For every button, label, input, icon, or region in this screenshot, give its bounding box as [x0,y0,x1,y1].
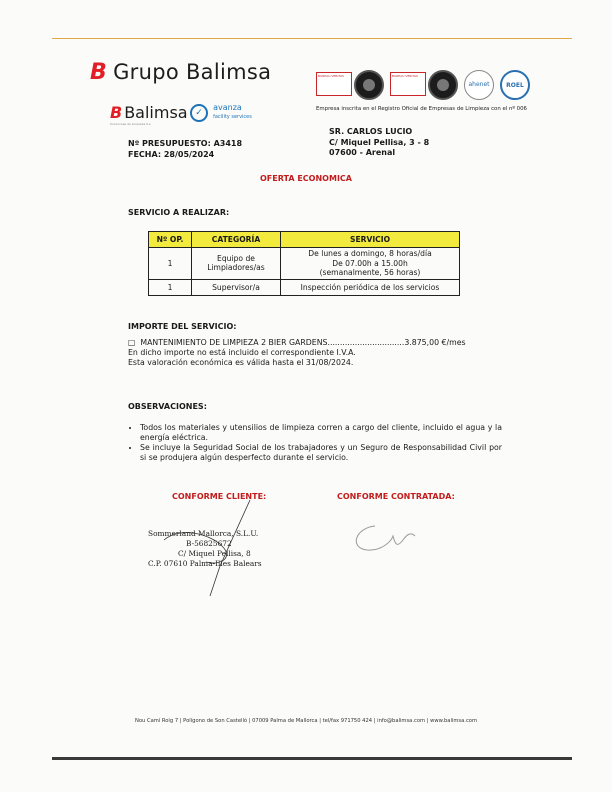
table-row [149,248,460,280]
client-signature-scribble [150,496,270,606]
cell-service: Inspección periódica de los servicios [281,279,460,296]
recipient-block [329,127,429,159]
cell-service: De lunes a domingo, 8 horas/día De 07.00h a 15.00h (semanalmente, 56 horas) [281,248,460,280]
bureau-veritas-cert-2: BUREAU VERITAS [390,72,426,96]
service-table [148,231,460,296]
certification-seal-icon [354,70,384,100]
stamp-line: C.P. 07610 Palma-Illes Balears [148,559,262,568]
stamp-line: B-56825672 [186,539,232,548]
sub-brand-tagline: Soluciones de Limpieza S.L. [110,122,152,126]
amount-heading: IMPORTE DEL SERVICIO: [128,322,237,331]
recipient-postal: 07600 - Arenal [329,148,396,157]
cell-category: Supervisor/a [192,279,281,296]
col-header-op: Nº OP. [149,232,192,248]
contractor-signature-label: CONFORME CONTRATADA: [337,492,455,501]
cell-op: 1 [149,248,192,280]
service-heading: SERVICIO A REALIZAR: [128,208,230,217]
stamp-line: Sommerland Mallorca, S.L.U. [148,529,259,538]
ahenet-logo: ahenet [464,70,494,100]
recipient-name: SR. CARLOS LUCIO [329,127,413,136]
top-rule [52,38,572,39]
col-header-category: CATEGORÍA [192,232,281,248]
brand-name: Grupo Balimsa [113,60,272,84]
quote-meta [128,139,242,160]
registry-note: Empresa inscrita en el Registro Oficial de Empresas de Limpieza con el nº 006 [316,106,527,112]
footer-contact: Nou Camí Roig 7 | Polígono de Son Castelló | 07009 Palma de Mallorca | tel/fax 971750 424 | info@balimsa.com | www.balimsa.com [134,718,478,724]
list-item: • Se incluye la Seguridad Social de los trabajadores y un Seguro de Responsabilidad Civil por si se produjera algún desperfecto durante el servicio. [140,443,502,463]
observations-list [128,423,502,463]
certification-seal-icon [428,70,458,100]
bottom-rule [52,757,572,760]
avanza-sub: facility services [213,114,252,120]
amount-line [128,338,508,348]
table-row [149,279,460,296]
client-signature-label: CONFORME CLIENTE: [172,492,267,501]
document-title: OFERTA ECONOMICA [260,174,352,183]
brand-mark: B [90,60,108,85]
quote-number: Nº PRESUPUESTO: A3418 [128,139,243,148]
observations-heading: OBSERVACIONES: [128,402,207,411]
col-header-service: SERVICIO [281,232,460,248]
amount-line-item: MANTENIMIENTO DE LIMPIEZA 2 BIER GARDENS...............................3.875,00 €/mes [140,338,466,347]
brand-logo [90,60,271,85]
bureau-veritas-cert-1: BUREAU VERITAS [316,72,352,96]
validity-note: Esta valoración económica es válida hasta el 31/08/2024. [128,358,354,367]
contractor-signature-scribble [345,518,425,558]
cell-op: 1 [149,279,192,296]
stamp-line: C/ Miquel Pellisa, 8 [178,549,251,558]
cell-category: Equipo de Limpiadores/as [192,248,281,280]
sub-brand-name: Balimsa [124,103,188,122]
sub-brand-logo [110,103,188,126]
sub-brand-mark: B [110,103,123,122]
iva-note: En dicho importe no está incluido el correspondiente I.V.A. [128,348,356,357]
check-icon: ✓ [190,104,208,122]
amount-block [128,338,508,368]
quote-date: FECHA: 28/05/2024 [128,149,215,159]
list-item: • Todos los materiales y utensilios de limpieza corren a cargo del cliente, incluido el agua y la energía eléctrica. [140,423,502,443]
avanza-logo [190,102,274,120]
roel-logo: ROEL [500,70,530,100]
avanza-name: avanza [213,103,242,112]
recipient-address: C/ Miquel Pellisa, 3 - 8 [329,137,430,147]
checkbox-icon: □ [128,338,136,347]
